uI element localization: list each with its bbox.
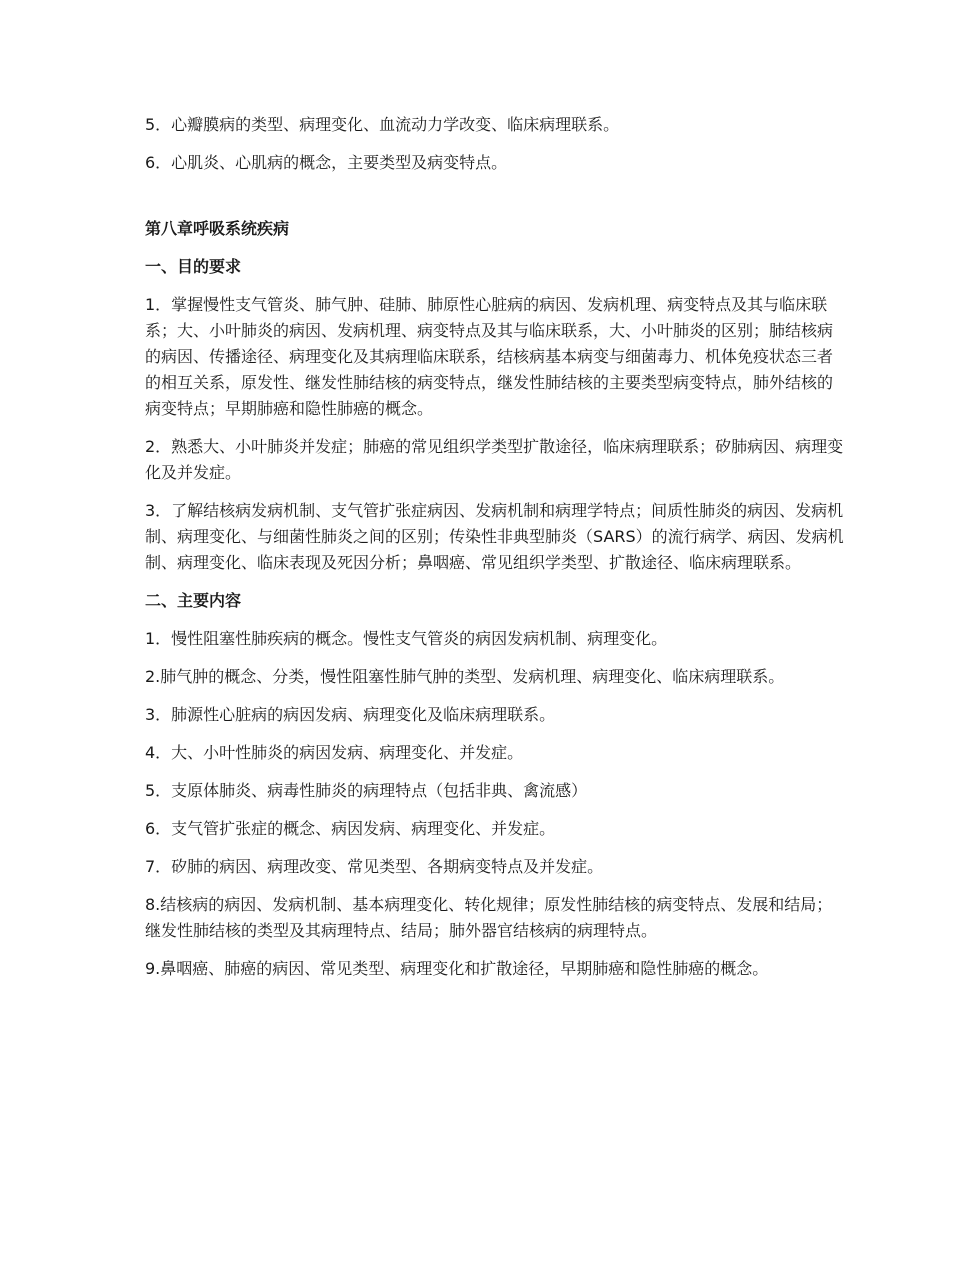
- list-item-content-2: 2.肺气肿的概念、分类，慢性阻塞性肺气肿的类型、发病机理、病理变化、临床病理联系。: [145, 667, 785, 686]
- list-item-content-9: 9.鼻咽癌、肺癌的病因、常见类型、病理变化和扩散途径，早期肺癌和隐性肺癌的概念。: [145, 959, 769, 978]
- list-item-content-6: 6．支气管扩张症的概念、病因发病、病理变化、并发症。: [145, 819, 556, 838]
- list-item-objective-3: 3．了解结核病发病机制、支气管扩张症病因、发病机制和病理学特点；间质性肺炎的病因、发病机制、病理变化、与细菌性肺炎之间的区别；传染性非典型肺炎（SARS）的流行病学、病因、发病机制、病理变化、临床表现及死因分析；鼻咽癌、常见组织学类型、扩散途径、临床病理联系。: [145, 501, 844, 572]
- list-item-content-3: 3．肺源性心脏病的病因发病、病理变化及临床病理联系。: [145, 705, 556, 724]
- list-item-content-1: 1．慢性阻塞性肺疾病的概念。慢性支气管炎的病因发病机制、病理变化。: [145, 629, 668, 648]
- list-item-content-5: 5．支原体肺炎、病毒性肺炎的病理特点（包括非典、禽流感）: [145, 781, 588, 800]
- list-item-objective-2: 2．熟悉大、小叶肺炎并发症；肺癌的常见组织学类型扩散途径，临床病理联系；矽肺病因、病理变化及并发症。: [145, 437, 844, 482]
- document-body: [145, 112, 845, 994]
- list-item-content-8: 8.结核病的病因、发病机制、基本病理变化、转化规律；原发性肺结核的病变特点、发展和结局；继发性肺结核的类型及其病理特点、结局；肺外器官结核病的病理特点。: [145, 895, 833, 940]
- section-title-objectives: 一、目的要求: [145, 257, 242, 276]
- list-item-content-4: 4．大、小叶性肺炎的病因发病、病理变化、并发症。: [145, 743, 524, 762]
- list-item-objective-1: 1．掌握慢性支气管炎、肺气肿、硅肺、肺原性心脏病的病因、发病机理、病变特点及其与临床联系；大、小叶肺炎的病因、发病机理、病变特点及其与临床联系，大、小叶肺炎的区别；肺结核病的病因、传播途径、病理变化及其病理临床联系，结核病基本病变与细菌毒力、机体免疫状态三者的相互关系，原发性、继发性肺结核的病变特点，继发性肺结核的主要类型病变特点，肺外结核的病变特点；早期肺癌和隐性肺癌的概念。: [145, 295, 834, 418]
- list-item-valvular-disease: 5．心瓣膜病的类型、病理变化、血流动力学改变、临床病理联系。: [145, 115, 620, 134]
- list-item-myocarditis: 6．心肌炎、心肌病的概念，主要类型及病变特点。: [145, 153, 508, 172]
- chapter-title: 第八章呼吸系统疾病: [145, 219, 290, 238]
- section-title-main-content: 二、主要内容: [145, 591, 242, 610]
- list-item-content-7: 7．矽肺的病因、病理改变、常见类型、各期病变特点及并发症。: [145, 857, 604, 876]
